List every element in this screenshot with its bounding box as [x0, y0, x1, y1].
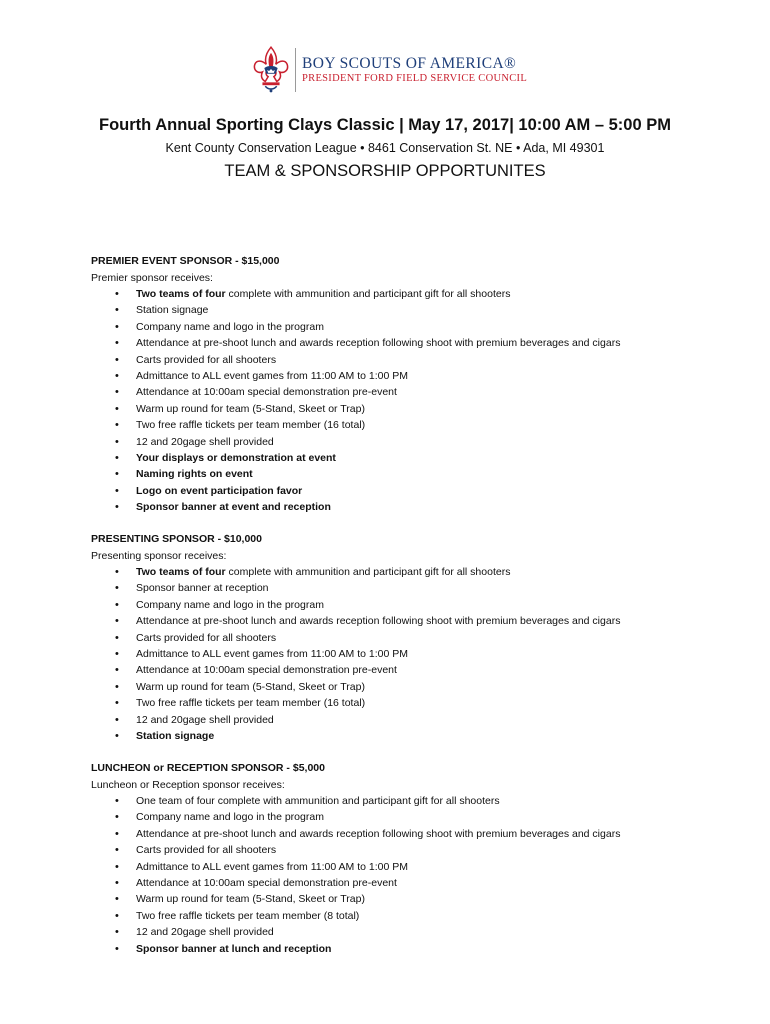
section-title: PRESENTING SPONSOR - $10,000: [91, 533, 262, 545]
benefit-text: Admittance to ALL event games from 11:00 AM to 1:00 PM: [136, 647, 408, 660]
benefit-text: Admittance to ALL event games from 11:00 AM to 1:00 PM: [136, 860, 408, 873]
benefit-bold-text: Naming rights on event: [136, 468, 253, 481]
benefit-text: Attendance at 10:00am special demonstration pre-event: [136, 876, 397, 889]
premier-sponsor-section: [91, 253, 731, 515]
benefit-item: [91, 499, 731, 515]
benefit-item: [91, 662, 731, 678]
benefit-item: [91, 319, 731, 335]
benefit-text: 12 and 20gage shell provided: [136, 713, 274, 726]
benefit-text: Two free raffle tickets per team member (16 total): [136, 697, 366, 710]
benefit-text: Attendance at pre-shoot lunch and awards reception following shoot with premium beverages and cigars: [136, 615, 621, 628]
org-name: BOY SCOUTS OF AMERICA®: [302, 55, 517, 72]
benefit-item: [91, 859, 731, 875]
benefit-item: [91, 695, 731, 711]
page-heading: TEAM & SPONSORSHIP OPPORTUNITES: [224, 162, 546, 180]
benefit-item: [91, 712, 731, 728]
benefit-list: [91, 286, 731, 515]
benefit-item: [91, 891, 731, 907]
section-intro: Presenting sponsor receives:: [91, 549, 227, 562]
presenting-sponsor-section: [91, 531, 731, 744]
benefit-bold-text: Logo on event participation favor: [136, 484, 303, 497]
benefit-item: [91, 368, 731, 384]
benefit-text: Warm up round for team (5-Stand, Skeet or Trap): [136, 680, 365, 693]
benefit-list: [91, 793, 731, 957]
luncheon-sponsor-section: [91, 760, 731, 957]
benefit-item: [91, 286, 731, 302]
benefit-item: [91, 809, 731, 825]
benefit-text: Carts provided for all shooters: [136, 631, 277, 644]
benefit-text: Warm up round for team (5-Stand, Skeet or Trap): [136, 402, 365, 415]
benefit-item: [91, 924, 731, 940]
benefit-text: Warm up round for team (5-Stand, Skeet or Trap): [136, 893, 365, 906]
bsa-logo: [252, 44, 532, 96]
benefit-item: [91, 434, 731, 450]
benefit-text: One team of four complete with ammunition and participant gift for all shooters: [136, 795, 500, 807]
benefit-item: [91, 352, 731, 368]
benefit-text: Attendance at 10:00am special demonstration pre-event: [136, 386, 397, 399]
benefit-bold-text: Sponsor banner at event and reception: [136, 501, 331, 514]
benefit-item: [91, 335, 731, 351]
event-title: Fourth Annual Sporting Clays Classic | May 17, 2017| 10:00 AM – 5:00 PM: [99, 116, 671, 134]
benefit-text: complete with ammunition and participant gift for all shooters: [225, 288, 511, 300]
benefit-list: [91, 564, 731, 744]
benefit-bold-text: Two teams of four: [136, 566, 226, 578]
section-intro: Premier sponsor receives:: [91, 271, 213, 284]
benefit-item: [91, 941, 731, 957]
benefit-text: Company name and logo in the program: [136, 811, 324, 824]
benefit-text: Two free raffle tickets per team member (16 total): [136, 419, 366, 432]
benefit-text: Sponsor banner at reception: [136, 582, 269, 595]
benefit-text: 12 and 20gage shell provided: [136, 435, 274, 448]
benefit-text: Carts provided for all shooters: [136, 844, 277, 857]
benefit-bold-text: Sponsor banner at lunch and reception: [136, 942, 332, 955]
benefit-item: [91, 908, 731, 924]
benefit-item: [91, 564, 731, 580]
benefit-item: [91, 646, 731, 662]
benefit-item: [91, 302, 731, 318]
benefit-text: Company name and logo in the program: [136, 598, 324, 611]
benefit-item: [91, 679, 731, 695]
benefit-item: [91, 450, 731, 466]
benefit-text: Attendance at 10:00am special demonstration pre-event: [136, 664, 397, 677]
benefit-item: [91, 580, 731, 596]
logo-text: [302, 55, 527, 85]
logo-divider: [295, 48, 296, 92]
benefit-item: [91, 613, 731, 629]
benefit-text: Attendance at pre-shoot lunch and awards reception following shoot with premium beverages and cigars: [136, 827, 621, 840]
fleur-de-lis-eagle-icon: [252, 45, 290, 95]
benefit-item: [91, 384, 731, 400]
section-intro: Luncheon or Reception sponsor receives:: [91, 778, 285, 791]
benefit-text: Carts provided for all shooters: [136, 353, 277, 366]
benefit-text: Company name and logo in the program: [136, 320, 324, 333]
benefit-item: [91, 793, 731, 809]
benefit-item: [91, 483, 731, 499]
benefit-item: [91, 417, 731, 433]
benefit-item: [91, 401, 731, 417]
benefit-item: [91, 597, 731, 613]
benefit-bold-text: Station signage: [136, 729, 215, 742]
benefit-text: Two free raffle tickets per team member (8 total): [136, 909, 360, 922]
benefit-text: Admittance to ALL event games from 11:00 AM to 1:00 PM: [136, 369, 408, 382]
benefit-bold-text: Your displays or demonstration at event: [136, 451, 336, 464]
benefit-item: [91, 630, 731, 646]
section-title: LUNCHEON or RECEPTION SPONSOR - $5,000: [91, 762, 325, 774]
benefit-item: [91, 842, 731, 858]
benefit-item: [91, 728, 731, 744]
benefit-text: complete with ammunition and participant gift for all shooters: [225, 566, 511, 578]
section-title: PREMIER EVENT SPONSOR - $15,000: [91, 255, 280, 267]
benefit-text: Station signage: [136, 304, 209, 317]
benefit-bold-text: Two teams of four: [136, 288, 226, 300]
event-location: Kent County Conservation League • 8461 Conservation St. NE • Ada, MI 49301: [165, 141, 605, 155]
benefit-text: 12 and 20gage shell provided: [136, 926, 274, 939]
council-name: PRESIDENT FORD FIELD SERVICE COUNCIL: [302, 73, 528, 84]
benefit-item: [91, 826, 731, 842]
benefit-text: Attendance at pre-shoot lunch and awards reception following shoot with premium beverages and cigars: [136, 337, 621, 350]
benefit-item: [91, 466, 731, 482]
benefit-item: [91, 875, 731, 891]
